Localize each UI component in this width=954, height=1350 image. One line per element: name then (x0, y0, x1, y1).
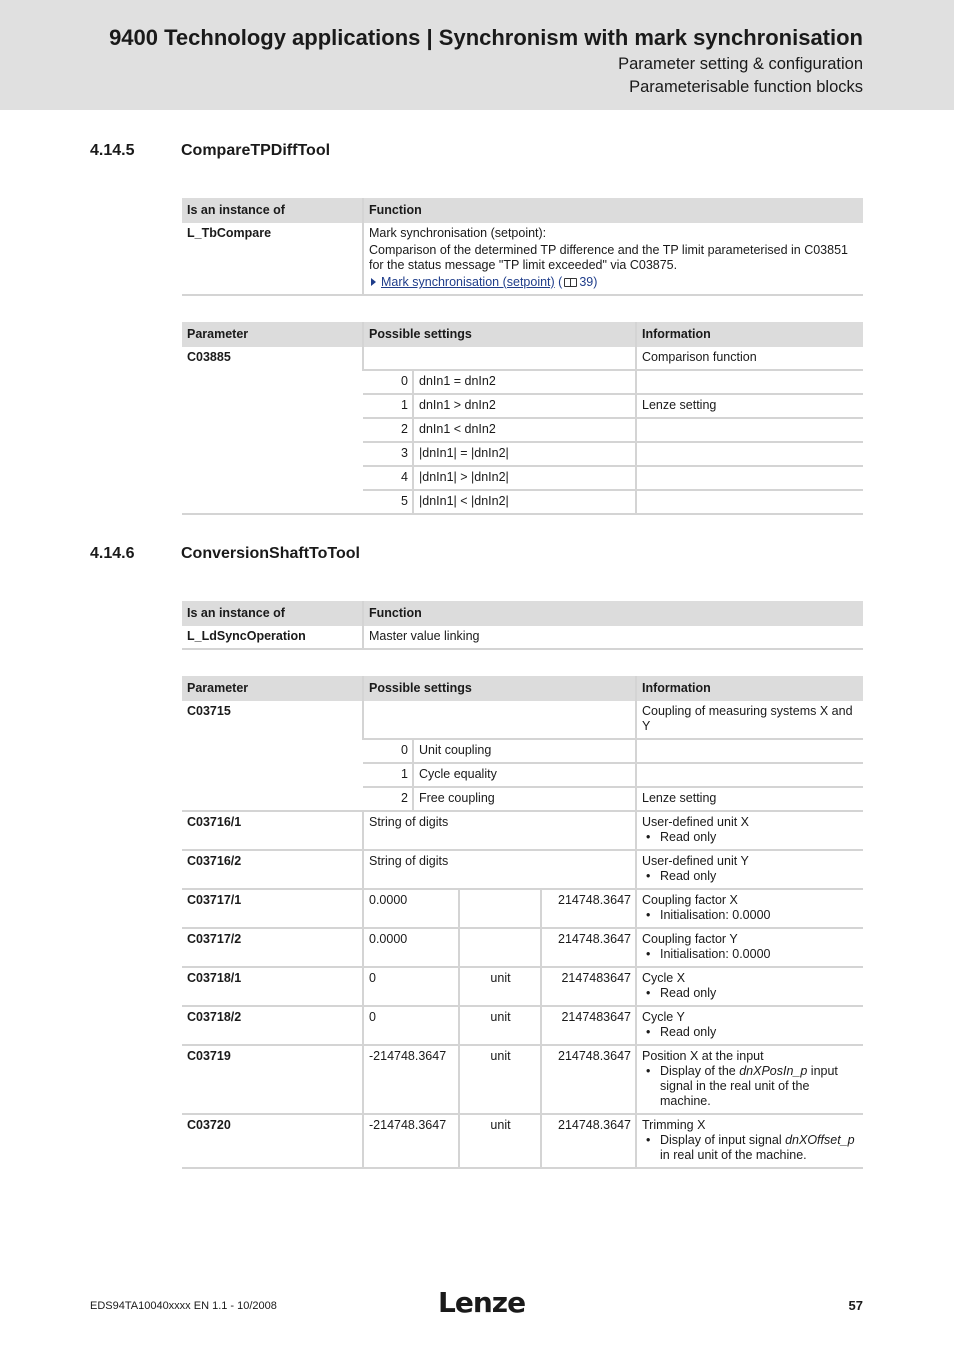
info-text: Coupling factor Y (642, 932, 738, 946)
info-bullet: • Read only (642, 986, 859, 1001)
info-text: Position X at the input (642, 1049, 764, 1063)
option-value: 0 (363, 739, 413, 763)
option-label: |dnIn1| < |dnIn2| (413, 490, 636, 514)
instance-table-2 (182, 601, 863, 650)
option-info (636, 739, 863, 763)
parameter-table-2 (182, 676, 863, 1169)
signal-name: dnXPosIn_p (739, 1064, 808, 1078)
option-info (636, 490, 863, 514)
page-subtitle-2: Parameterisable function blocks (629, 78, 863, 96)
parameter-code: C03719 (182, 1045, 363, 1114)
info-bullet: • Read only (642, 869, 859, 884)
parameter-code: C03716/2 (182, 850, 363, 889)
info-bullet: • Read only (642, 1025, 859, 1040)
option-info (636, 466, 863, 490)
table-row (182, 811, 863, 850)
instance-name: L_TbCompare (182, 223, 363, 295)
info-bullet: • Initialisation: 0.0000 (642, 908, 859, 923)
range-unit: unit (459, 1006, 541, 1045)
section-heading-conversionshafttotool (90, 545, 360, 563)
range-max: 214748.3647 (541, 928, 636, 967)
range-min: 0.0000 (363, 928, 459, 967)
page-number: 57 (848, 1298, 863, 1313)
function-line-2: Comparison of the determined TP difference and the TP limit parameterised in C03851 for the status message "TP limit exceeded" via C03875. (369, 243, 848, 272)
parameter-info (636, 850, 863, 889)
parameter-info (636, 1006, 863, 1045)
table-row (182, 1045, 863, 1114)
bullet-text: in real unit of the machine. (660, 1148, 807, 1162)
parameter-setting: String of digits (363, 850, 636, 889)
parameter-info (636, 811, 863, 850)
option-value: 2 (363, 787, 413, 811)
range-min: 0 (363, 967, 459, 1006)
info-bullet: • Read only (642, 830, 859, 845)
option-value: 5 (363, 490, 413, 514)
parameter-code: C03716/1 (182, 811, 363, 850)
option-label: |dnIn1| = |dnIn2| (413, 442, 636, 466)
parameter-info (636, 889, 863, 928)
option-label: dnIn1 < dnIn2 (413, 418, 636, 442)
info-bullet: • Initialisation: 0.0000 (642, 947, 859, 962)
parameter-setting: String of digits (363, 811, 636, 850)
bullet-text: Display of the (660, 1064, 740, 1078)
range-max: 2147483647 (541, 1006, 636, 1045)
function-cell (363, 223, 863, 295)
col-header: Information (636, 676, 863, 701)
bullet-text: input signal in the real unit of the machine. (660, 1064, 838, 1108)
parameter-info: Comparison function (636, 347, 863, 370)
section-number: 4.14.5 (90, 142, 135, 159)
parameter-table-1 (182, 322, 863, 515)
empty-cell (363, 347, 636, 370)
option-value: 2 (363, 418, 413, 442)
option-info (636, 418, 863, 442)
lenze-logo: Lenze (438, 1286, 526, 1319)
option-label: Free coupling (413, 787, 636, 811)
range-min: 0 (363, 1006, 459, 1045)
table-row (182, 1006, 863, 1045)
page-title: 9400 Technology applications | Synchronism with mark synchronisation (109, 25, 863, 50)
table-row (182, 889, 863, 928)
info-text: Cycle X (642, 971, 686, 985)
instance-table-1 (182, 198, 863, 296)
parameter-code: C03718/2 (182, 1006, 363, 1045)
parameter-info (636, 1114, 863, 1168)
range-max: 214748.3647 (541, 1114, 636, 1168)
bullet-text: Display of input signal (660, 1133, 786, 1147)
section-number: 4.14.6 (90, 545, 135, 562)
signal-name: dnXOffset_p (785, 1133, 855, 1147)
col-header: Is an instance of (182, 198, 363, 223)
range-min: 0.0000 (363, 889, 459, 928)
info-bullet (642, 1064, 859, 1109)
table-row (182, 1114, 863, 1168)
parameter-info (636, 1045, 863, 1114)
page-ref-number: 39) (579, 275, 598, 289)
cross-reference-link[interactable]: Mark synchronisation (setpoint) (381, 275, 555, 289)
range-unit (459, 889, 541, 928)
col-header: Information (636, 322, 863, 347)
range-min: -214748.3647 (363, 1114, 459, 1168)
option-info: Lenze setting (636, 394, 863, 418)
table-row (182, 928, 863, 967)
parameter-code: C03717/2 (182, 928, 363, 967)
arrow-right-icon (371, 278, 376, 286)
cross-reference (369, 275, 859, 290)
option-info (636, 442, 863, 466)
page-reference[interactable] (558, 275, 597, 289)
document-id: EDS94TA10040xxxx EN 1.1 - 10/2008 (90, 1300, 277, 1312)
col-header: Is an instance of (182, 601, 363, 626)
info-bullet (642, 1133, 859, 1163)
table-row (182, 850, 863, 889)
option-value: 1 (363, 763, 413, 787)
option-label: dnIn1 > dnIn2 (413, 394, 636, 418)
range-unit: unit (459, 1114, 541, 1168)
option-value: 1 (363, 394, 413, 418)
function-cell: Master value linking (363, 626, 863, 649)
option-label: Cycle equality (413, 763, 636, 787)
parameter-code: C03717/1 (182, 889, 363, 928)
table-row (182, 967, 863, 1006)
parameter-info: Coupling of measuring systems X and Y (636, 701, 863, 739)
option-value: 4 (363, 466, 413, 490)
range-max: 214748.3647 (541, 889, 636, 928)
col-header: Parameter (182, 322, 363, 347)
info-text: User-defined unit X (642, 815, 750, 829)
parameter-code: C03720 (182, 1114, 363, 1168)
range-unit: unit (459, 967, 541, 1006)
parameter-info (636, 967, 863, 1006)
col-header: Parameter (182, 676, 363, 701)
range-max: 2147483647 (541, 967, 636, 1006)
info-text: User-defined unit Y (642, 854, 749, 868)
page-subtitle-1: Parameter setting & configuration (618, 55, 863, 73)
option-value: 0 (363, 370, 413, 394)
range-min: -214748.3647 (363, 1045, 459, 1114)
col-header: Function (363, 601, 863, 626)
range-unit (459, 928, 541, 967)
col-header: Function (363, 198, 863, 223)
page-header (0, 0, 954, 110)
option-info: Lenze setting (636, 787, 863, 811)
col-header: Possible settings (363, 676, 636, 701)
parameter-code: C03715 (182, 701, 363, 811)
info-text: Coupling factor X (642, 893, 738, 907)
option-label: |dnIn1| > |dnIn2| (413, 466, 636, 490)
option-info (636, 370, 863, 394)
section-title: ConversionShaftToTool (181, 545, 360, 562)
info-text: Trimming X (642, 1118, 706, 1132)
option-value: 3 (363, 442, 413, 466)
page-ref-open: ( (558, 275, 563, 289)
parameter-code: C03885 (182, 347, 363, 514)
option-label: Unit coupling (413, 739, 636, 763)
parameter-info (636, 928, 863, 967)
section-heading-comparetpdifftool (90, 142, 330, 160)
function-line-1: Mark synchronisation (setpoint): (369, 226, 547, 240)
info-text: Cycle Y (642, 1010, 685, 1024)
col-header: Possible settings (363, 322, 636, 347)
option-label: dnIn1 = dnIn2 (413, 370, 636, 394)
option-info (636, 763, 863, 787)
parameter-code: C03718/1 (182, 967, 363, 1006)
range-max: 214748.3647 (541, 1045, 636, 1114)
instance-name: L_LdSyncOperation (182, 626, 363, 649)
book-icon (564, 278, 577, 287)
empty-cell (363, 701, 636, 739)
section-title: CompareTPDiffTool (181, 142, 331, 159)
range-unit: unit (459, 1045, 541, 1114)
